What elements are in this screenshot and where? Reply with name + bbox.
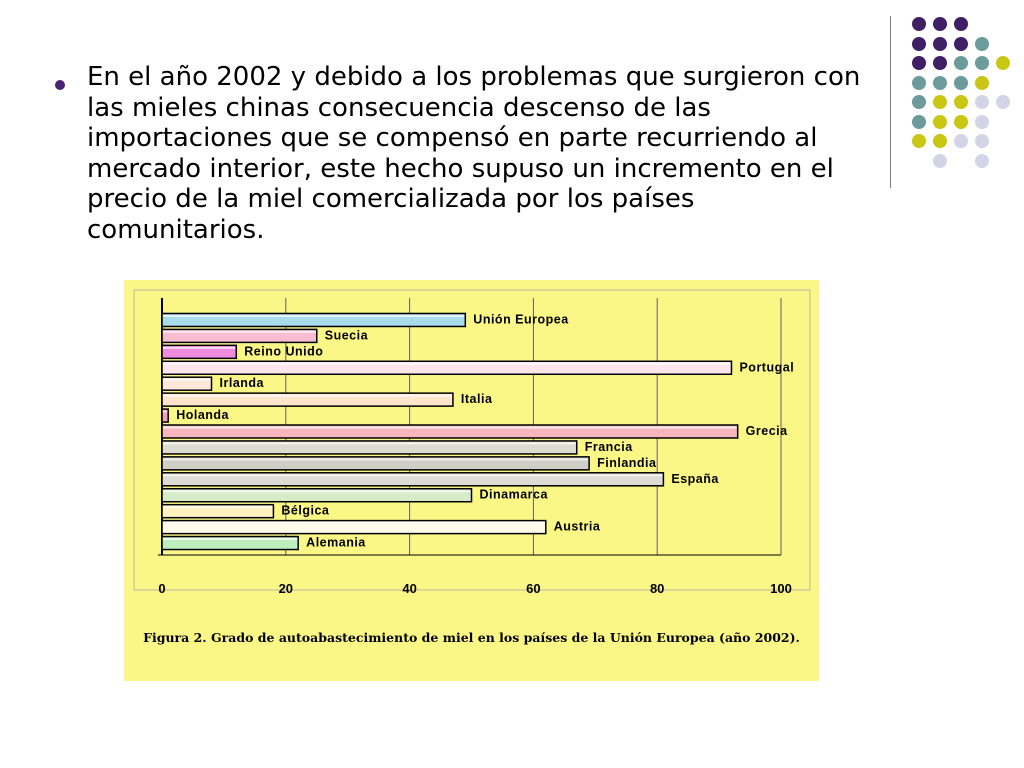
x-tick-label: 60 [526, 581, 541, 596]
decorative-dot [954, 56, 968, 70]
decorative-dot [954, 17, 968, 31]
bar-label: Alemania [306, 535, 366, 550]
decorative-dot [933, 154, 947, 168]
bullet-dot [55, 80, 65, 90]
x-tick-label: 20 [278, 581, 294, 596]
decorative-dot [975, 115, 989, 129]
bar-label: Italia [460, 392, 493, 407]
divider-line [890, 16, 891, 188]
decorative-dot [912, 17, 926, 31]
bar-label: Finlandia [597, 455, 657, 470]
decorative-dot [933, 17, 947, 31]
bar-label: España [671, 471, 719, 486]
decorative-dot [996, 56, 1010, 70]
bar-label: Bélgica [281, 503, 330, 518]
bar-label: Unión Europea [473, 312, 569, 327]
decorative-dot [975, 76, 989, 90]
bullet-item [55, 62, 875, 245]
decorative-dot [975, 134, 989, 148]
x-tick-label: 100 [770, 581, 792, 596]
x-tick-label: 0 [158, 581, 166, 596]
figure-caption: Figura 2. Grado de autoabastecimiento de miel en los países de la Unión Europea (año 2002). [143, 630, 800, 645]
decorative-dot [912, 95, 926, 109]
bar-label: Irlanda [219, 376, 265, 391]
decorative-dot [975, 37, 989, 51]
decorative-dot [912, 134, 926, 148]
decorative-dot [975, 154, 989, 168]
decorative-dot [996, 95, 1010, 109]
decorative-dot [912, 115, 926, 129]
decorative-dot [975, 56, 989, 70]
bar-label: Holanda [176, 408, 230, 423]
decorative-dot [954, 134, 968, 148]
decorative-dot [933, 134, 947, 148]
figure-panel [124, 280, 819, 681]
bullet-text: En el año 2002 y debido a los problemas que surgieron con las mieles chinas consecuencia descenso de las importaciones que se compensó en parte recurriendo al mercado interior, este hecho supuso un incremento en el precio de la miel comercializada por los países comunitarios. [87, 62, 861, 245]
decorative-dot [912, 76, 926, 90]
decorative-dot [954, 76, 968, 90]
decorative-dot [933, 95, 947, 109]
bar-label: Portugal [739, 360, 795, 375]
decorative-dot [954, 95, 968, 109]
decorative-dot [933, 76, 947, 90]
decorative-dot [912, 37, 926, 51]
x-tick-label: 80 [649, 581, 665, 596]
decorative-dot [933, 37, 947, 51]
bar-label: Suecia [324, 328, 369, 343]
decorative-dot [954, 115, 968, 129]
decorative-dot [912, 56, 926, 70]
decorative-dot [933, 56, 947, 70]
decorative-dot [933, 115, 947, 129]
bar-label: Dinamarca [479, 487, 548, 502]
bar-label: Francia [584, 439, 633, 454]
decorative-dot [975, 95, 989, 109]
bar-label: Grecia [745, 424, 788, 438]
bar-label: Reino Unido [244, 344, 324, 359]
decorative-dot [954, 37, 968, 51]
x-tick-label: 40 [402, 581, 417, 596]
bar-label: Austria [553, 519, 601, 534]
bar-chart [124, 280, 819, 620]
